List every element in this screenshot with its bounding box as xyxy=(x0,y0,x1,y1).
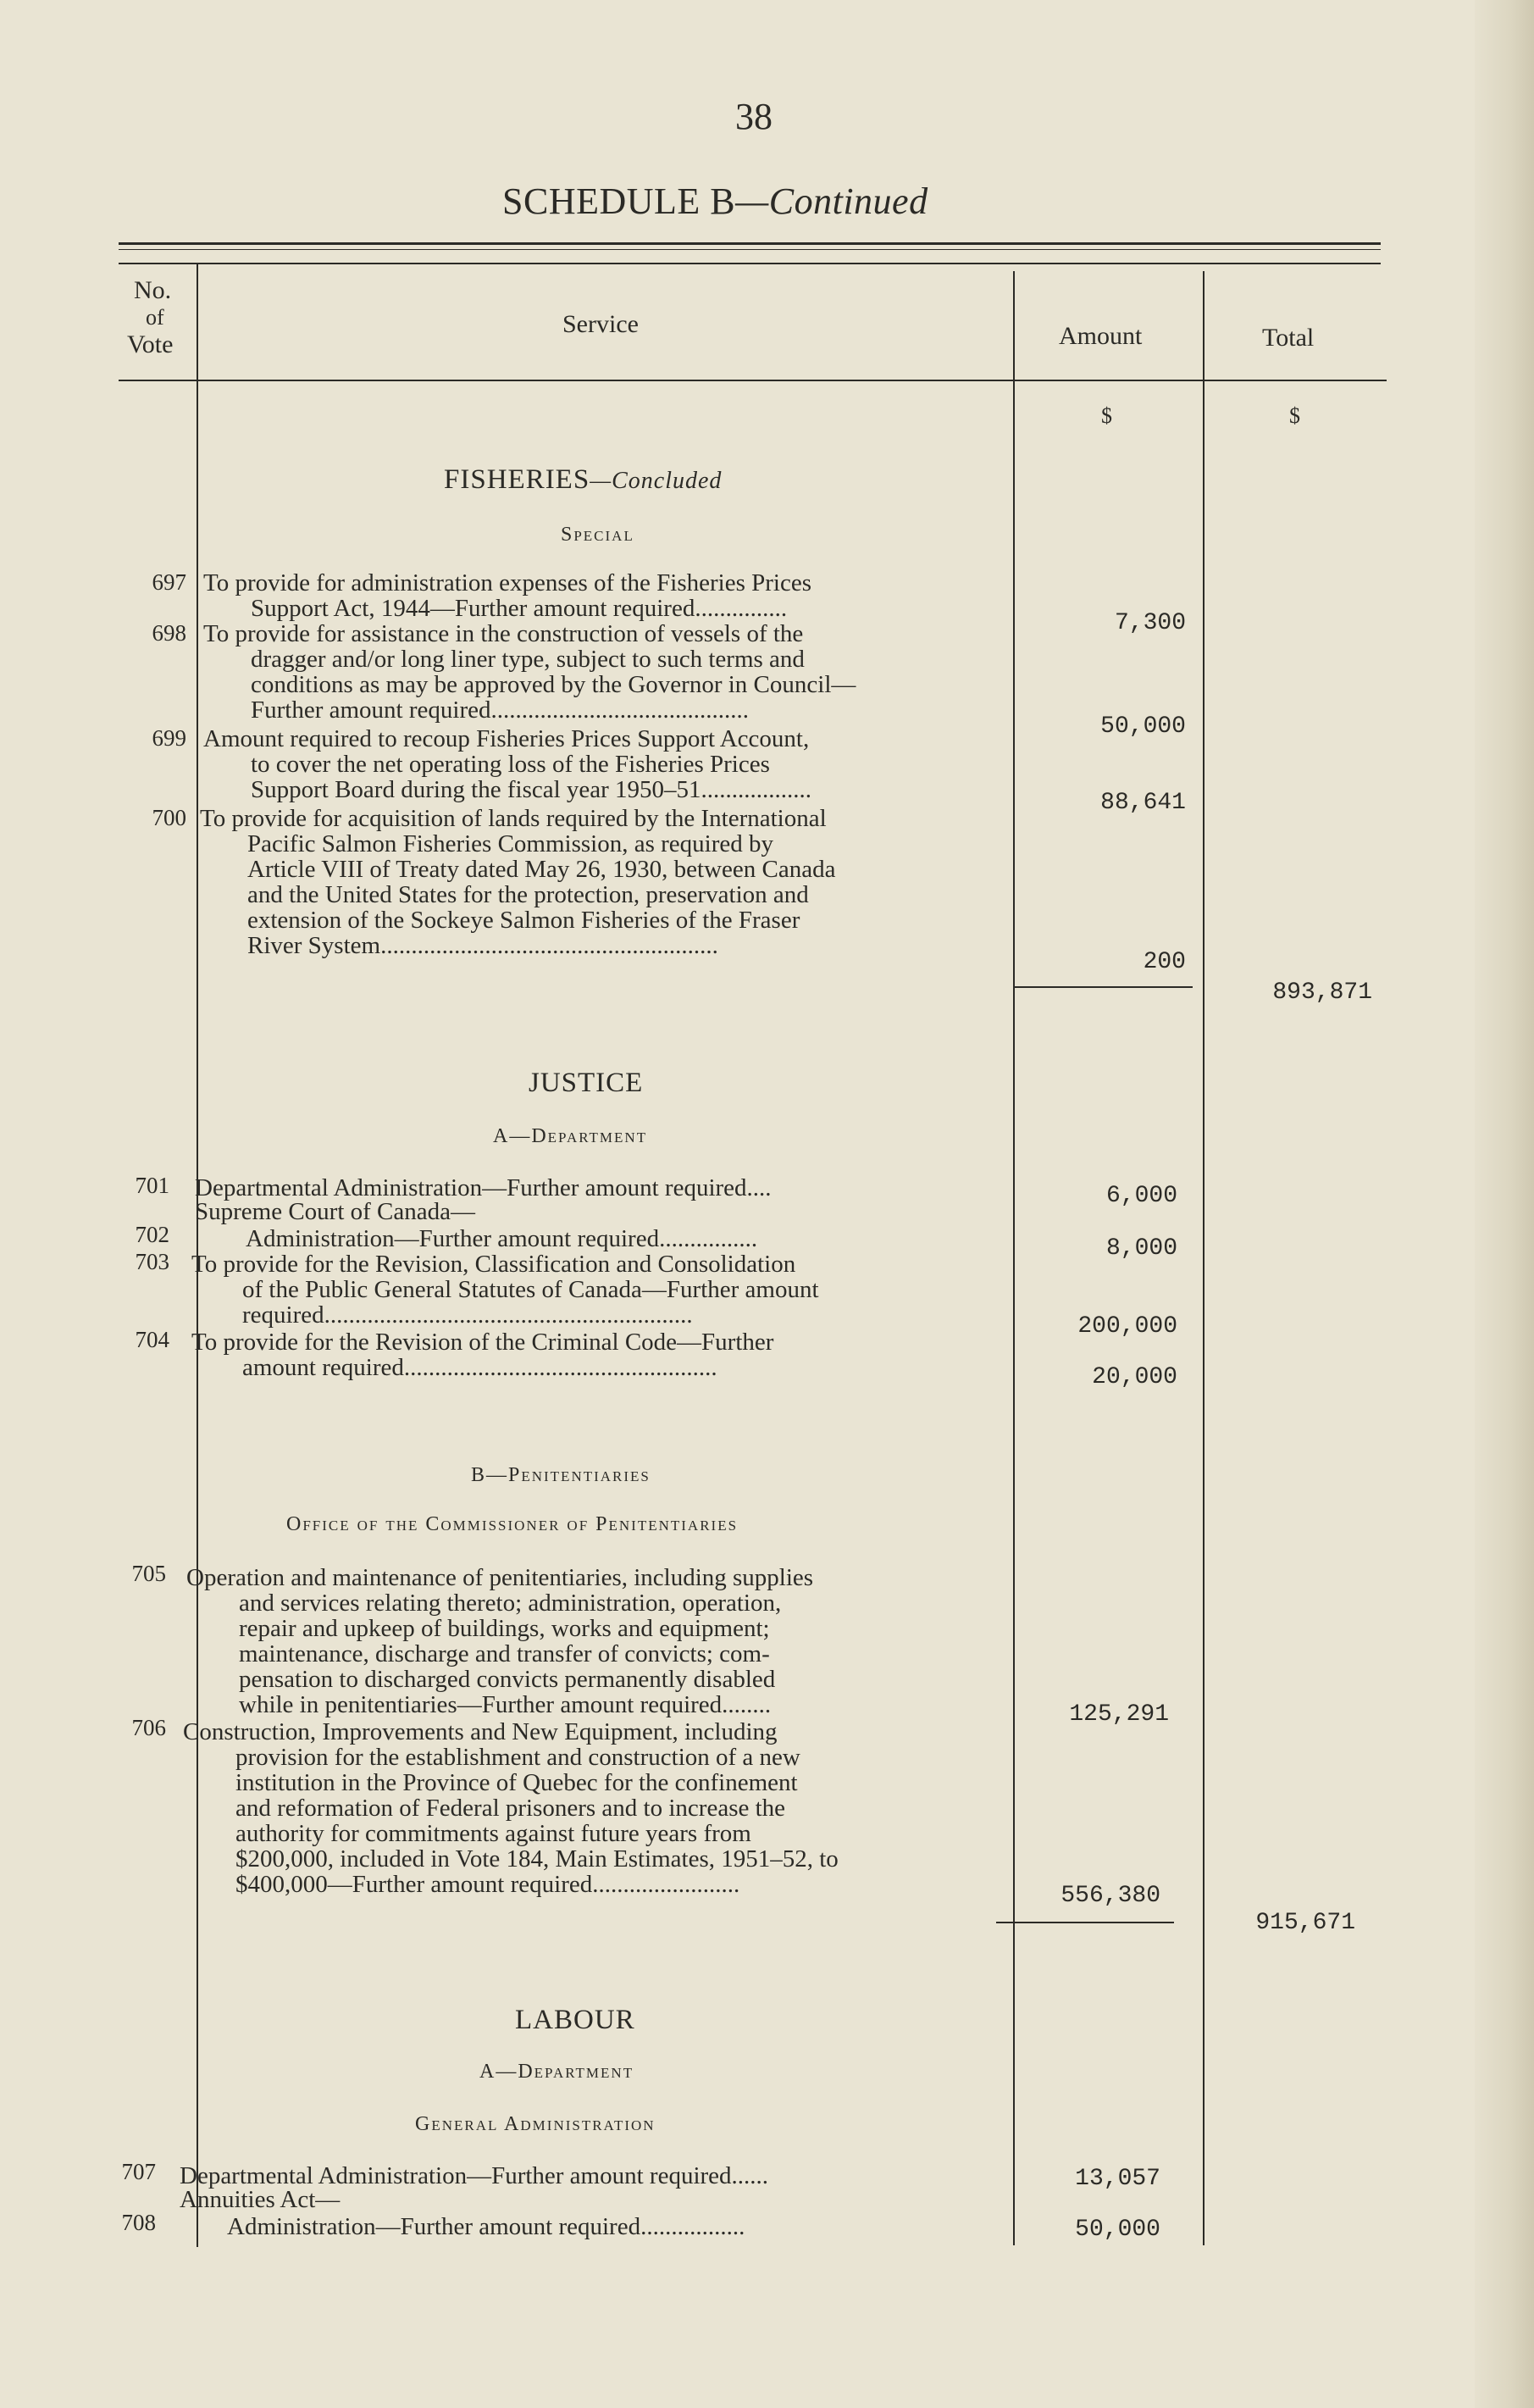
amount-value: 50,000 xyxy=(1100,713,1186,740)
service-line: To provide for the Revision, Classification and Consolidation xyxy=(191,1251,796,1278)
service-line: pensation to discharged convicts permanently disabled xyxy=(239,1666,776,1693)
service-line: and the United States for the protection, preservation and xyxy=(247,881,809,908)
justice-total: 915,671 xyxy=(1255,1910,1355,1936)
header-amount: Amount xyxy=(1059,322,1143,350)
header-total: Total xyxy=(1262,324,1315,352)
labour-general-admin: General Administration xyxy=(415,2113,656,2135)
header-no: No. xyxy=(134,276,172,304)
service-line: River System....................................................... xyxy=(247,932,718,959)
service-line: To provide for acquisition of lands required by the International xyxy=(200,805,827,832)
service-line: while in penitentiaries—Further amount required........ xyxy=(239,1691,772,1718)
fisheries-total: 893,871 xyxy=(1272,979,1372,1006)
header-service: Service xyxy=(562,310,639,338)
service-line: extension of the Sockeye Salmon Fisheries of the Fraser xyxy=(247,907,800,934)
page-spine-shadow xyxy=(1475,0,1534,2408)
header-of: of xyxy=(146,305,164,330)
service-line: repair and upkeep of buildings, works and equipment; xyxy=(239,1615,770,1642)
service-line: Annuities Act— xyxy=(180,2186,341,2213)
top-rule-2 xyxy=(119,249,1381,250)
amount-value: 8,000 xyxy=(1105,1235,1177,1262)
penitentiaries-heading: B—Penitentiaries xyxy=(471,1464,651,1486)
justice-subtotal-rule xyxy=(996,1922,1174,1923)
vote-number: 706 xyxy=(131,1715,166,1740)
amount-value: 200,000 xyxy=(1077,1313,1177,1340)
service-line: dragger and/or long liner type, subject to such terms and xyxy=(251,646,805,673)
service-line: Further amount required.......................................... xyxy=(251,696,749,724)
service-line: Supreme Court of Canada— xyxy=(195,1198,476,1225)
vote-number: 698 xyxy=(152,620,186,646)
service-line: To provide for assistance in the construction of vessels of the xyxy=(203,620,804,647)
vote-number: 699 xyxy=(152,725,186,751)
service-line: Amount required to recoup Fisheries Prices Support Account, xyxy=(203,725,810,752)
service-line: Support Act, 1944—Further amount required............... xyxy=(251,595,788,622)
service-line: conditions as may be approved by the Governor in Council— xyxy=(251,671,856,698)
service-line: and reformation of Federal prisoners and to increase the xyxy=(235,1795,786,1822)
vote-number: 708 xyxy=(121,2210,156,2235)
service-line: Operation and maintenance of penitentiaries, including supplies xyxy=(186,1564,814,1591)
service-line: Administration—Further amount required................ xyxy=(246,1225,758,1252)
labour-heading: LABOUR xyxy=(515,2005,635,2035)
fisheries-special: Special xyxy=(561,524,634,546)
service-line: Construction, Improvements and New Equipment, including xyxy=(183,1718,778,1745)
service-line: institution in the Province of Quebec for the confinement xyxy=(235,1769,798,1796)
labour-department: A—Department xyxy=(479,2061,634,2083)
service-line: Departmental Administration—Further amount required.... xyxy=(195,1174,772,1201)
vote-number: 704 xyxy=(135,1327,169,1352)
service-line: Administration—Further amount required................. xyxy=(227,2213,745,2240)
top-rule-1 xyxy=(119,242,1381,245)
amount-currency: $ xyxy=(1101,403,1112,428)
amount-value: 50,000 xyxy=(1075,2217,1160,2243)
service-line: $200,000, included in Vote 184, Main Estimates, 1951–52, to xyxy=(235,1845,839,1873)
service-line: To provide for the Revision of the Criminal Code—Further xyxy=(191,1329,774,1356)
top-rule-3 xyxy=(119,263,1381,264)
service-line: Article VIII of Treaty dated May 26, 1930, between Canada xyxy=(247,856,836,883)
vote-number: 700 xyxy=(152,805,186,830)
commissioner-heading: Office of the Commissioner of Penitentiaries xyxy=(286,1513,739,1535)
fisheries-heading xyxy=(444,464,722,496)
vote-number: 707 xyxy=(121,2159,156,2184)
fisheries-heading-main: FISHERIES xyxy=(444,464,590,495)
vote-number: 702 xyxy=(135,1222,169,1247)
col-rule-service xyxy=(1013,271,1015,2245)
amount-value: 556,380 xyxy=(1061,1883,1160,1909)
service-line: required............................................................ xyxy=(242,1301,693,1329)
vote-number: 697 xyxy=(152,569,186,595)
header-vote: Vote xyxy=(127,330,174,358)
amount-value: 200 xyxy=(1143,949,1186,975)
total-currency: $ xyxy=(1289,403,1300,428)
amount-value: 13,057 xyxy=(1075,2166,1160,2192)
schedule-title xyxy=(502,180,928,223)
col-rule-amount xyxy=(1203,271,1204,2245)
amount-value: 6,000 xyxy=(1105,1183,1177,1209)
service-line: maintenance, discharge and transfer of convicts; com- xyxy=(239,1640,770,1667)
schedule-title-suffix: —Continued xyxy=(735,180,928,222)
page-number: 38 xyxy=(735,96,773,137)
amount-value: 20,000 xyxy=(1092,1364,1177,1390)
vote-number: 705 xyxy=(131,1561,166,1586)
justice-heading: JUSTICE xyxy=(529,1068,644,1098)
service-line: Support Board during the fiscal year 1950–51.................. xyxy=(251,776,812,803)
fisheries-heading-suffix: —Concluded xyxy=(590,468,723,494)
service-line: provision for the establishment and construction of a new xyxy=(235,1744,800,1771)
fisheries-subtotal-rule xyxy=(1015,986,1193,988)
amount-value: 7,300 xyxy=(1114,610,1186,636)
justice-department: A—Department xyxy=(493,1125,648,1147)
service-line: authority for commitments against future years from xyxy=(235,1820,751,1847)
schedule-title-main: SCHEDULE B xyxy=(502,180,736,222)
vote-number: 701 xyxy=(135,1173,169,1198)
service-line: Pacific Salmon Fisheries Commission, as required by xyxy=(247,830,774,857)
service-line: $400,000—Further amount required........................ xyxy=(235,1871,740,1898)
service-line: of the Public General Statutes of Canada—Further amount xyxy=(242,1276,819,1303)
service-line: Departmental Administration—Further amount required...... xyxy=(180,2162,769,2189)
vote-number: 703 xyxy=(135,1249,169,1274)
service-line: and services relating thereto; administration, operation, xyxy=(239,1590,782,1617)
amount-value: 88,641 xyxy=(1100,790,1186,816)
header-rule xyxy=(119,380,1387,381)
service-line: amount required................................................... xyxy=(242,1354,717,1381)
amount-value: 125,291 xyxy=(1069,1701,1169,1728)
service-line: To provide for administration expenses of the Fisheries Prices xyxy=(203,569,811,596)
service-line: to cover the net operating loss of the Fisheries Prices xyxy=(251,751,770,778)
